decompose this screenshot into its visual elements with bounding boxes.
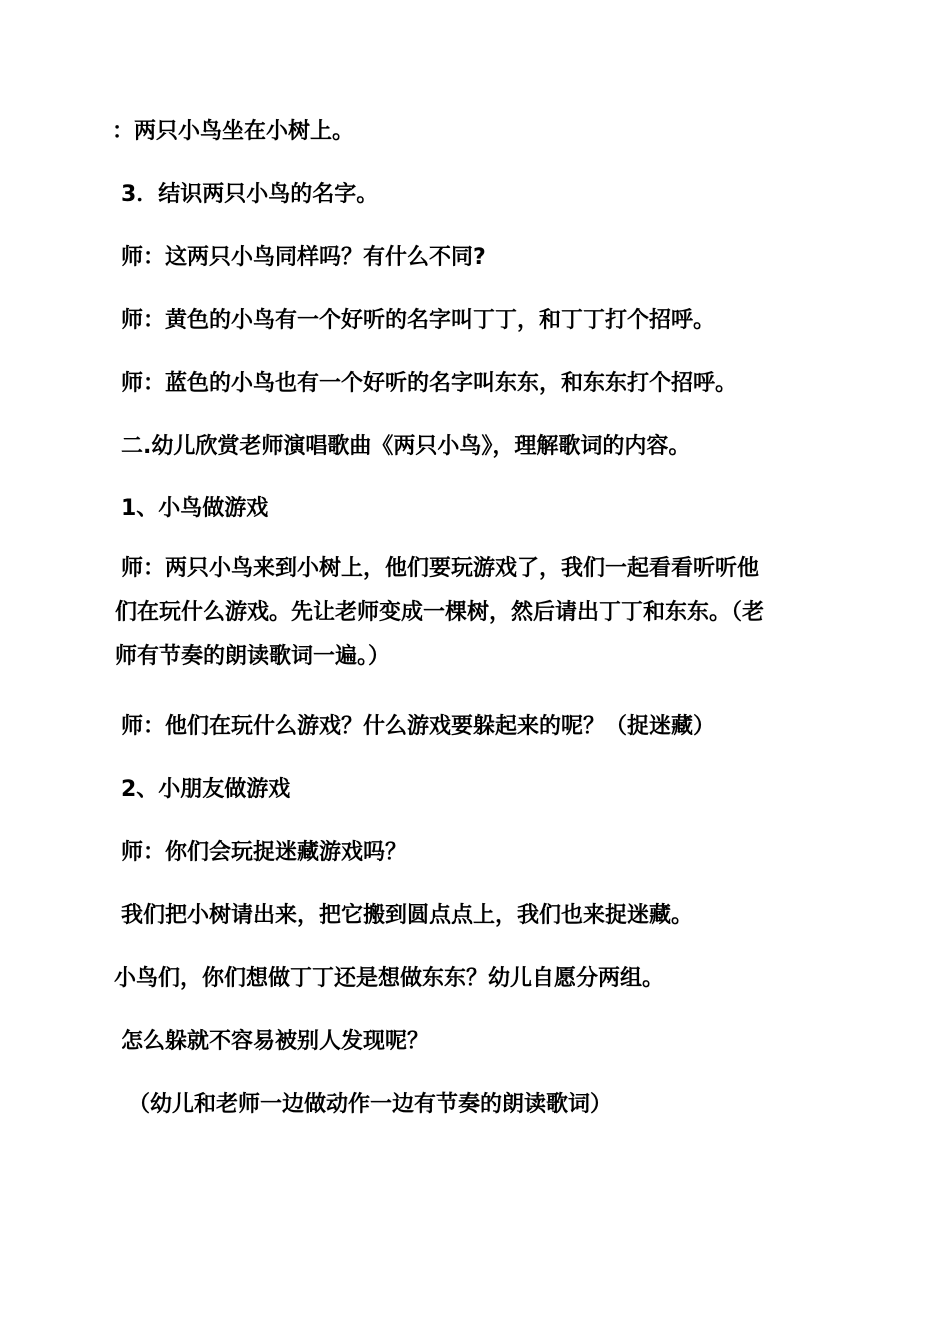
text-line-3: 师：这两只小鸟同样吗？有什么不同? bbox=[121, 245, 486, 270]
text-line-14: （幼儿和老师一边做动作一边有节奏的朗读歌词） bbox=[128, 1092, 613, 1117]
text-line-8: 师：他们在玩什么游戏？什么游戏要躲起来的呢？（捉迷藏） bbox=[121, 714, 716, 739]
paragraph-line-2: 们在玩什么游戏。先让老师变成一棵树，然后请出丁丁和东东。（老 bbox=[115, 600, 765, 625]
section-heading-2: 二.幼儿欣赏老师演唱歌曲《两只小鸟》，理解歌词的内容。 bbox=[121, 434, 691, 459]
text-line-10: 师：你们会玩捉迷藏游戏吗？ bbox=[121, 840, 408, 865]
text-line-13: 怎么躲就不容易被别人发现呢？ bbox=[121, 1029, 430, 1054]
text-line-1: ：两只小鸟坐在小树上。 bbox=[112, 119, 355, 144]
subheading-2: 2、小朋友做游戏 bbox=[121, 777, 291, 802]
paragraph-game bbox=[115, 547, 835, 679]
text-line-5: 师：蓝色的小鸟也有一个好听的名字叫东东，和东东打个招呼。 bbox=[121, 371, 738, 396]
paragraph-line-3: 师有节奏的朗读歌词一遍。） bbox=[115, 644, 391, 669]
subheading-1: 1、小鸟做游戏 bbox=[121, 496, 269, 521]
text-line-2: 3．结识两只小鸟的名字。 bbox=[121, 182, 379, 207]
text-line-12: 小鸟们，你们想做丁丁还是想做东东？幼儿自愿分两组。 bbox=[114, 966, 665, 991]
text-line-4: 师：黄色的小鸟有一个好听的名字叫丁丁，和丁丁打个招呼。 bbox=[121, 308, 716, 333]
text-line-11: 我们把小树请出来，把它搬到圆点点上，我们也来捉迷藏。 bbox=[121, 903, 694, 928]
paragraph-line-1: 师：两只小鸟来到小树上，他们要玩游戏了，我们一起看看听听他 bbox=[121, 556, 760, 581]
